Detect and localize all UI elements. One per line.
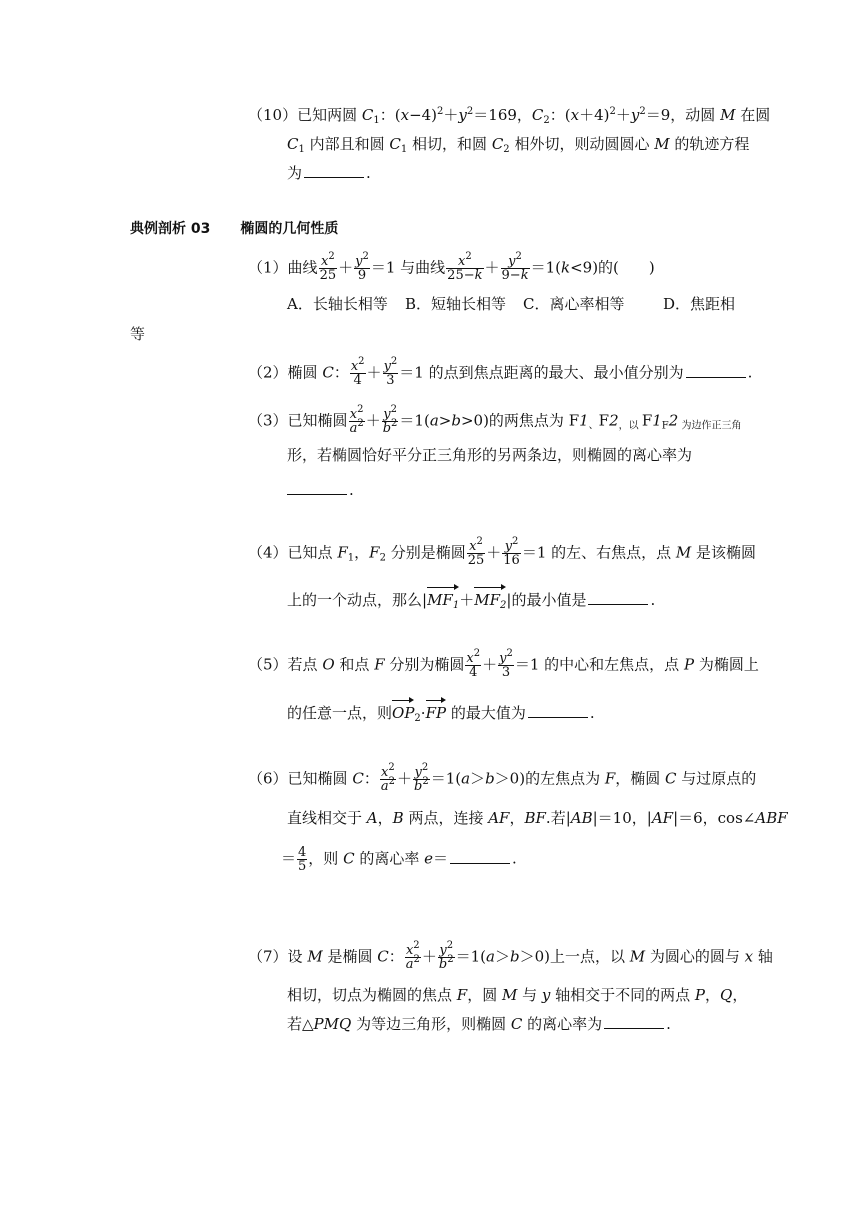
problem-2-line-1: （2）椭圆 C： $\frac{x^2}{4}$ ＋ $\frac{y^2}{3}$ ＝1 的点到焦点距离的最大、最小值分别为 .	[248, 356, 753, 388]
answer-blank[interactable]	[304, 163, 364, 178]
option-d[interactable]: D．焦距相	[663, 295, 736, 313]
problem-10-line-1: （10）已知两圆 $C_1$：$(x-4)^2+y^2=169$，$C_2$：$(x+4)^2+y^2=9$，动圆 M 在圆	[248, 106, 771, 126]
vector-fp: FP	[425, 704, 447, 722]
answer-blank[interactable]	[287, 480, 347, 495]
vector-mf2: $MF_2$	[474, 591, 507, 611]
answer-blank[interactable]	[686, 363, 746, 378]
section-heading	[130, 219, 338, 239]
fraction: $\frac{y^2}{9-k}$	[501, 251, 529, 283]
problem-3-line-2: 形，若椭圆恰好平分正三角形的另两条边，则椭圆的离心率为	[287, 446, 693, 464]
problem-4-line-2: 上的一个动点，那么$|MF_1+MF_2|$的最小值是 .	[287, 591, 656, 611]
fraction: $\frac{y^2}{16}$	[503, 536, 520, 568]
vector-op: OP	[392, 704, 415, 722]
problem-6-line-1: （6）已知椭圆 C： $\frac{x^2}{a^2}$ ＋ $\frac{y^2}{b^2}$ ＝1(a＞b＞0)的左焦点为 F，椭圆 C 与过原点的	[248, 762, 757, 794]
fraction: $\frac{x^2}{25-k}$	[447, 251, 483, 283]
problem-7-line-1: （7）设 M 是椭圆 C： $\frac{x^2}{a^2}$ ＋ $\frac{y^2}{b^2}$ ＝1(a＞b＞0)上一点，以 M 为圆心的圆与 x 轴	[248, 940, 773, 972]
fraction: $\frac{y^2}{9}$	[355, 251, 369, 283]
answer-blank[interactable]	[588, 590, 648, 605]
fraction: $\frac{y^2}{b^2}$	[438, 940, 454, 972]
problem-4-line-1: （4）已知点 $F_1$，$F_2$ 分别是椭圆 $\frac{x^2}{25}$ ＋ $\frac{y^2}{16}$ ＝1 的左、右焦点，点 M 是该椭圆	[248, 536, 757, 568]
fraction: $\frac{x^2}{4}$	[466, 648, 481, 680]
answer-blank[interactable]	[528, 703, 588, 718]
fraction: $\frac{x^2}{4}$	[350, 356, 365, 388]
fraction: $\frac{y^2}{b^2}$	[382, 404, 398, 436]
fraction: $\frac{x^2}{25}$	[319, 251, 337, 283]
problem-10-line-3: 为 .	[287, 164, 371, 182]
vector-mf1: $MF_1$	[427, 591, 460, 611]
section-label: 典例剖析 03	[130, 221, 211, 237]
problem-1-line-1: （1）曲线 $\frac{x^2}{25}$ ＋ $\frac{y^2}{9}$ ＝1 与曲线 $\frac{x^2}{25-k}$ ＋ $\frac{y^2}{9-k}$ ＝1(k<9)的( )	[248, 251, 655, 283]
problem-7-line-2: 相切，切点为椭圆的焦点 F，圆 M 与 y 轴相交于不同的两点 P，Q，	[287, 986, 748, 1004]
option-b[interactable]: B．短轴长相等	[405, 295, 507, 313]
answer-blank[interactable]	[604, 1014, 664, 1029]
problem-6-line-3: ＝ $\frac{4}{5}$ ，则 C 的离心率 e＝ .	[281, 845, 517, 874]
option-c[interactable]: C．离心率相等	[523, 295, 625, 313]
problem-5-line-1: （5）若点 O 和点 F 分别为椭圆 $\frac{x^2}{4}$ ＋ $\frac{y^2}{3}$ ＝1 的中心和左焦点，点 P 为椭圆上	[248, 648, 759, 680]
fraction: $\frac{x^2}{a^2}$	[405, 940, 420, 972]
section-title: 椭圆的几何性质	[240, 221, 339, 237]
fraction: $\frac{x^2}{a^2}$	[380, 762, 395, 794]
fraction: $\frac{y^2}{3}$	[499, 648, 513, 680]
fraction: $\frac{x^2}{a^2}$	[349, 404, 364, 436]
option-a[interactable]: A．长轴长相等	[287, 295, 388, 313]
problem-6-line-2: 直线相交于 A，B 两点，连接 AF，BF.若|AB|＝10，|AF|＝6，cos∠ABF	[287, 809, 788, 827]
option-d-wrap: 等	[130, 325, 146, 343]
problem-3-line-1: （3）已知椭圆 $\frac{x^2}{a^2}$ ＋ $\frac{y^2}{b^2}$ ＝1(a>b>0)的两焦点为 $F1_、F2_{,以}$ $F1_F2$ $_{为边作正三角}$	[248, 404, 742, 436]
fraction: $\frac{y^2}{b^2}$	[413, 762, 429, 794]
fraction: $\frac{x^2}{25}$	[467, 536, 485, 568]
problem-10-line-2: $C_1$ 内部且和圆 $C_1$ 相切，和圆 $C_2$ 相外切，则动圆圆心 M 的轨迹方程	[287, 135, 750, 155]
problem-3-line-3: .	[285, 480, 354, 500]
answer-blank[interactable]	[450, 849, 510, 864]
problem-5-line-2: 的任意一点，则$OP_2\cdot FP$ 的最大值为 .	[287, 704, 595, 724]
fraction: $\frac{y^2}{3}$	[383, 356, 398, 388]
fraction: $\frac{4}{5}$	[298, 845, 307, 874]
problem-7-line-3: 若△PMQ 为等边三角形，则椭圆 C 的离心率为 .	[287, 1015, 671, 1033]
